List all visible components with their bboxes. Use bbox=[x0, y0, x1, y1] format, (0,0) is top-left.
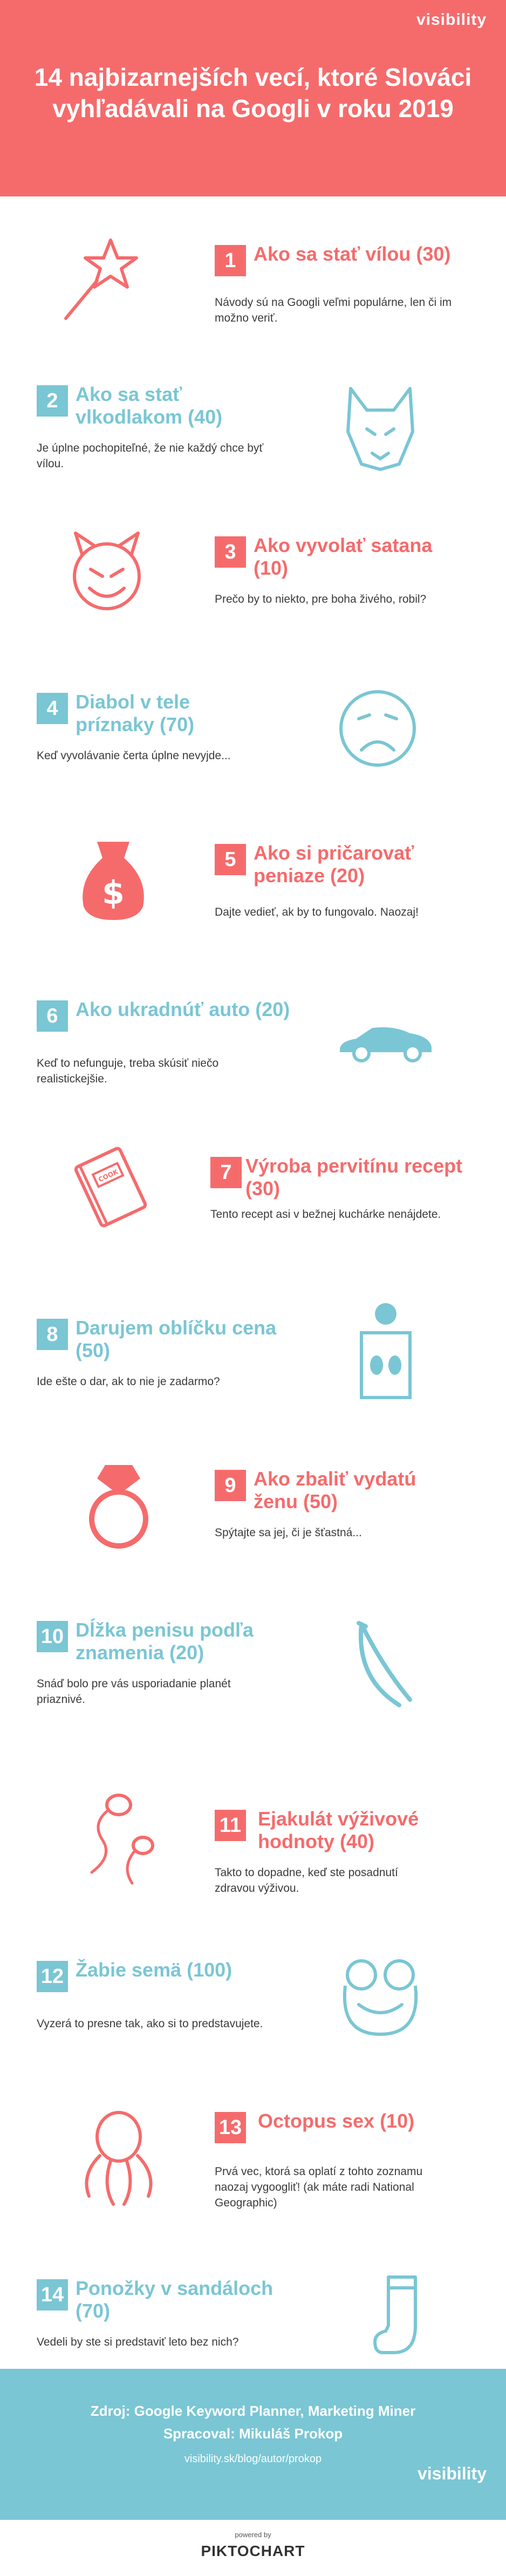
sock-icon bbox=[372, 2272, 432, 2358]
list-item bbox=[0, 1451, 506, 1586]
item-number: 11 bbox=[215, 1810, 246, 1841]
money-bag-icon bbox=[76, 836, 151, 923]
header-banner bbox=[0, 0, 506, 196]
list-item bbox=[0, 518, 506, 648]
item-description: Ide ešte o dar, ak to nie je zadarmo? bbox=[37, 1375, 220, 1388]
item-number: 14 bbox=[37, 2279, 68, 2311]
powered-by-label: powered by bbox=[235, 2531, 271, 2539]
item-number: 2 bbox=[37, 385, 68, 417]
octopus-icon bbox=[70, 2104, 167, 2212]
car-icon bbox=[334, 1020, 437, 1063]
item-title: Darujem oblíčku cena (50) bbox=[76, 1317, 277, 1361]
svg-text:$: $ bbox=[102, 874, 125, 912]
item-description: Tento recept asi v bežnej kuchárke nenájdete. bbox=[210, 1208, 441, 1221]
piktochart-logo[interactable]: PIKTOCHART bbox=[201, 2543, 305, 2559]
item-number: 6 bbox=[37, 1000, 68, 1032]
item-number: 3 bbox=[215, 536, 246, 568]
item-description: Dajte vedieť, ak by to fungovalo. Naozaj! bbox=[215, 906, 419, 918]
item-description: Je úplne pochopiteľné, že nie každý chce byť vílou. bbox=[37, 442, 264, 470]
list-item bbox=[0, 2099, 506, 2239]
item-title: Diabol v tele príznaky (70) bbox=[76, 691, 195, 735]
item-number: 4 bbox=[37, 693, 68, 724]
wolf-head-icon bbox=[334, 383, 426, 475]
banana-icon bbox=[345, 1619, 421, 1710]
devil-face-icon bbox=[64, 529, 150, 615]
frog-icon bbox=[334, 1953, 426, 2045]
item-title: Ako ukradnúť auto (20) bbox=[76, 998, 290, 1020]
footer-url[interactable]: visibility.sk/blog/autor/prokop bbox=[184, 2453, 322, 2465]
item-number: 12 bbox=[37, 1961, 68, 1992]
item-title: Žabie semä (100) bbox=[76, 1959, 233, 1981]
sperm-icon bbox=[70, 1781, 167, 1899]
cookbook-icon bbox=[70, 1144, 151, 1230]
item-description: Snáď bolo pre vás usporiadanie planét priaznivé. bbox=[37, 1678, 231, 1706]
item-title: Ako si pričarovať peniaze (20) bbox=[254, 842, 414, 887]
footer-source: Zdroj: Google Keyword Planner, Marketing Miner bbox=[90, 2403, 416, 2419]
list-item bbox=[0, 1295, 506, 1430]
sad-face-icon bbox=[334, 685, 421, 772]
item-description: Prečo by to niekto, pre boha živého, robil? bbox=[215, 593, 427, 605]
item-description: Spýtajte sa jej, či je šťastná... bbox=[215, 1526, 362, 1539]
brand-logo: visibility bbox=[416, 11, 487, 29]
item-number: 5 bbox=[215, 844, 246, 875]
item-description: Prvá vec, ktorá sa oplatí z tohto zoznamu naozaj vygoogliť! (ak máte radi National Geographic) bbox=[215, 2165, 423, 2209]
item-title: Ako sa stať vlkodlakom (40) bbox=[76, 383, 223, 428]
list-item bbox=[0, 664, 506, 793]
item-title: Ako vyvolať satana (10) bbox=[254, 534, 433, 579]
diamond-ring-icon bbox=[81, 1457, 156, 1554]
list-item bbox=[0, 1948, 506, 2088]
list-item bbox=[0, 2266, 506, 2363]
item-title: Octopus sex (10) bbox=[258, 2110, 415, 2132]
item-description: Takto to dopadne, keď ste posadnutí zdravou výživou. bbox=[215, 1866, 398, 1894]
item-description: Keď vyvolávanie čerta úplne nevyjde... bbox=[37, 749, 231, 762]
item-number: 10 bbox=[37, 1621, 68, 1652]
item-title: Ejakulát výživové hodnoty (40) bbox=[258, 1808, 419, 1852]
page-title: 14 najbizarnejších vecí, ktoré Slováci vyhľadávali na Googli v roku 2019 bbox=[34, 63, 472, 122]
item-title: Ponožky v sandáloch (70) bbox=[76, 2277, 273, 2322]
item-number: 13 bbox=[215, 2112, 246, 2143]
list-item bbox=[0, 227, 506, 356]
item-description: Návody sú na Googli veľmi populárne, len či im možno veriť. bbox=[215, 296, 452, 324]
item-description: Vedeli by ste si predstaviť leto bez nich? bbox=[37, 2336, 239, 2348]
item-number: 1 bbox=[215, 245, 246, 276]
list-item bbox=[0, 1781, 506, 1921]
list-item bbox=[0, 977, 506, 1106]
item-title: Výroba pervitínu recept (30) bbox=[245, 1155, 463, 1200]
item-title: Ako sa stať vílou (30) bbox=[254, 243, 451, 265]
item-number: 8 bbox=[37, 1319, 68, 1350]
footer-brand-logo: visibility bbox=[417, 2464, 487, 2483]
list-item bbox=[0, 372, 506, 502]
item-description: Keď to nefunguje, treba skúsiť niečo realistickejšie. bbox=[37, 1057, 219, 1085]
item-number: 9 bbox=[215, 1470, 246, 1501]
footer-author: Spracoval: Mikuláš Prokop bbox=[163, 2425, 343, 2442]
item-title: Ako zbaliť vydatú ženu (50) bbox=[254, 1468, 416, 1512]
item-number: 7 bbox=[210, 1157, 242, 1188]
list-item bbox=[0, 1139, 506, 1273]
fairy-wand-icon bbox=[59, 237, 140, 324]
footer-banner bbox=[0, 2369, 506, 2520]
list-item bbox=[0, 826, 506, 955]
svg-text:COOK: COOK bbox=[97, 1168, 120, 1184]
item-title: Dĺžka penisu podľa znamenia (20) bbox=[76, 1619, 254, 1664]
item-description: Vyzerá to presne tak, ako si to predstavujete. bbox=[37, 2018, 263, 2030]
kidneys-body-icon bbox=[351, 1300, 421, 1403]
list-item bbox=[0, 1608, 506, 1754]
